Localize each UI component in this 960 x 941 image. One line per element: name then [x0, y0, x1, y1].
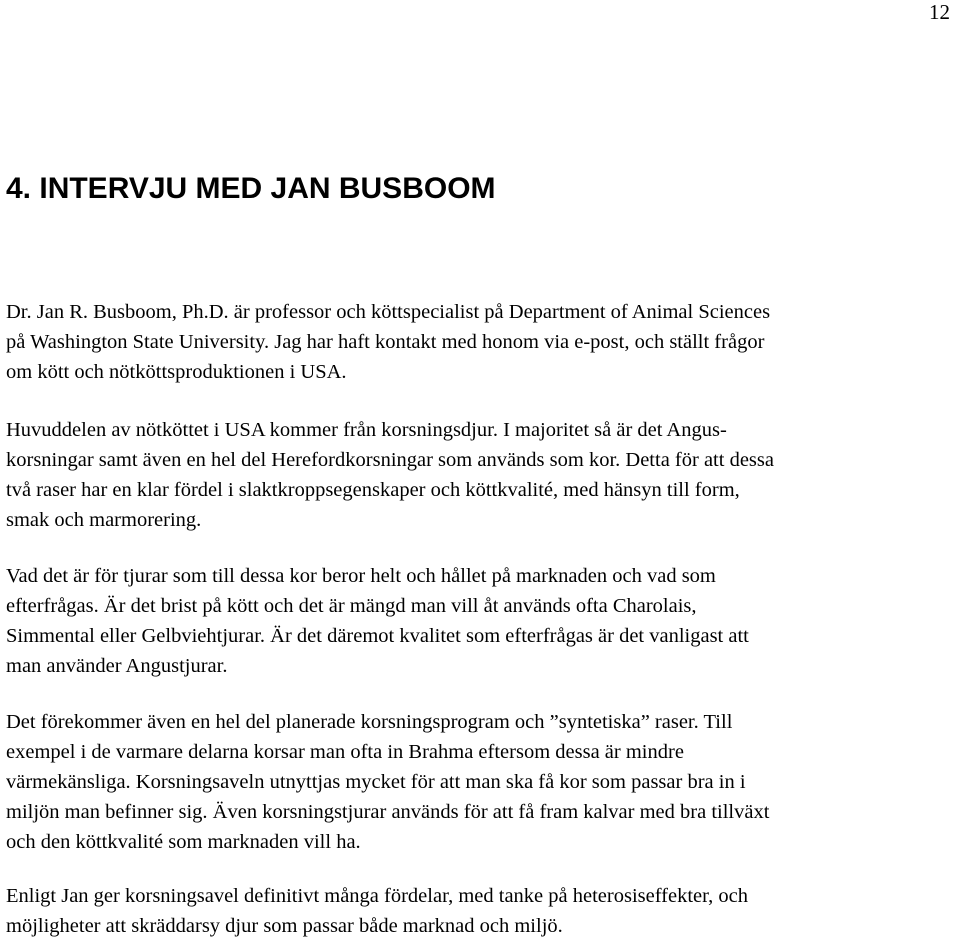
paragraph-intro: [6, 297, 926, 387]
text-line: möjligheter att skräddarsy djur som passar både marknad och miljö.: [6, 915, 563, 937]
text-line: miljön man befinner sig. Även korsningstjurar används för att få fram kalvar med bra tillväxt: [6, 801, 770, 823]
text-line: och den köttkvalité som marknaden vill ha.: [6, 831, 361, 853]
paragraph-crossbreeds: [6, 415, 926, 535]
chapter-heading: 4. INTERVJU MED JAN BUSBOOM: [6, 172, 496, 205]
text-line: korsningar samt även en hel del Herefordkorsningar som används som kor. Detta för att dessa: [6, 449, 774, 471]
page-number: 12: [929, 0, 950, 24]
paragraph-bulls: [6, 561, 926, 681]
text-line: Simmental eller Gelbviehtjurar. Är det däremot kvalitet som efterfrågas är det vanligast att: [6, 625, 749, 647]
text-line: man använder Angustjurar.: [6, 655, 228, 677]
paragraph-programs: [6, 707, 926, 857]
text-line: exempel i de varmare delarna korsar man ofta in Brahma eftersom dessa är mindre: [6, 741, 684, 763]
text-line: Det förekommer även en hel del planerade korsningsprogram och ”syntetiska” raser. Till: [6, 711, 733, 733]
text-line: om kött och nötköttsproduktionen i USA.: [6, 361, 347, 383]
text-line: smak och marmorering.: [6, 509, 202, 531]
text-line: två raser har en klar fördel i slaktkroppsegenskaper och köttkvalité, med hänsyn till form,: [6, 479, 740, 501]
text-line: Vad det är för tjurar som till dessa kor beror helt och hållet på marknaden och vad som: [6, 565, 716, 587]
text-line: efterfrågas. Är det brist på kött och det är mängd man vill åt används ofta Charolais,: [6, 595, 697, 617]
text-line: Enligt Jan ger korsningsavel definitivt många fördelar, med tanke på heterosiseffekter, och: [6, 885, 748, 907]
text-line: på Washington State University. Jag har haft kontakt med honom via e-post, och ställt frågor: [6, 331, 765, 353]
paragraph-conclusion: [6, 881, 926, 941]
text-line: Dr. Jan R. Busboom, Ph.D. är professor och köttspecialist på Department of Animal Sciences: [6, 301, 771, 323]
text-line: Huvuddelen av nötköttet i USA kommer från korsningsdjur. I majoritet så är det Angus-: [6, 419, 727, 441]
text-line: värmekänsliga. Korsningsaveln utnyttjas mycket för att man ska få kor som passar bra in i: [6, 771, 746, 793]
